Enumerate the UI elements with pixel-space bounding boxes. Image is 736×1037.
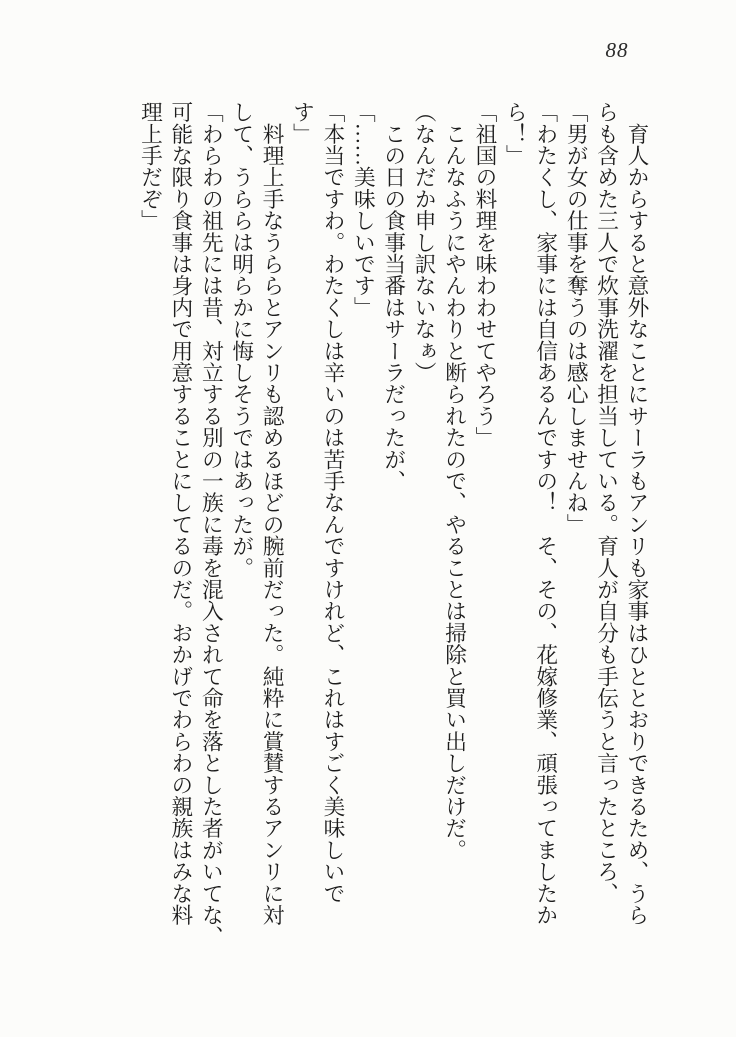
text-line: 「本当ですわ。わたくしは辛いのは苦手なんですけれど、これはすごく美味しいで (320, 101, 345, 904)
text-line: 「わたくし、家事には自信あるんですの！ そ、その、花嫁修業、頑張ってましたか (533, 101, 558, 926)
text-line: こんなふうにやんわりと断られたので、やることは掃除と買い出しだけだ。 (442, 101, 467, 861)
text-line: 「祖国の料理を味わわせてやろう」 (472, 101, 497, 449)
text-line: して、うららは明らかに悔しそうではあったが。 (229, 101, 254, 579)
text-line: す」 (290, 101, 315, 145)
text-line: 「……美味しいです」 (351, 101, 376, 318)
text-line: この日の食事当番はサーラだったが、 (381, 101, 406, 492)
text-line: （なんだか申し訳ないなぁ） (412, 101, 437, 384)
text-line: らも含めた三人で炊事洗濯を担当している。育人が自分も手伝うと言ったところ、 (594, 101, 619, 904)
text-line: 育人からすると意外なことにサーラもアンリも家事はひととおりできるため、うら (625, 101, 649, 926)
text-line: 料理上手なうららとアンリも認めるほどの腕前だった。純粋に賞賛するアンリに対 (260, 101, 285, 926)
page-number: 88 (605, 38, 629, 62)
text-line: 「男が女の仕事を奪うのは感心しませんね」 (564, 101, 589, 535)
text-line: 可能な限り食事は身内で用意することにしてるのだ。おかげでわらわの親族はみな料 (168, 101, 193, 926)
text-line: 理上手だぞ」 (138, 101, 163, 232)
text-line: ら！」 (503, 101, 528, 167)
text-line: 「わらわの祖先には昔、対立する別の一族に毒を混入されて命を落とした者がいてな、 (199, 101, 224, 948)
text-block (135, 101, 652, 948)
